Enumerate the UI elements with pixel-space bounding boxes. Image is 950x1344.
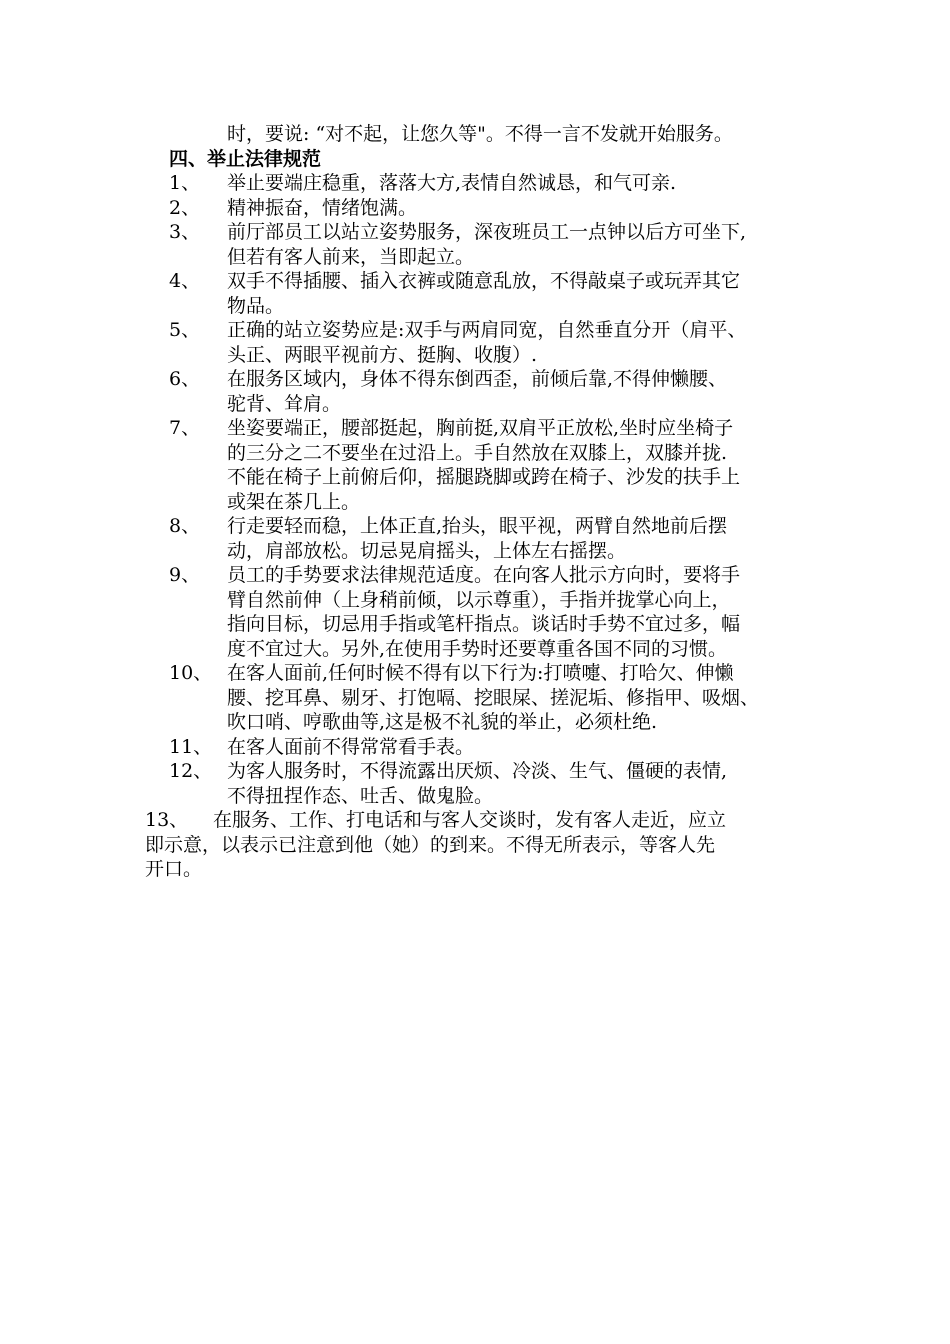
item-text-line: 腰、挖耳鼻、剔牙、打饱嗝、挖眼屎、搓泥垢、修指甲、吸烟、 xyxy=(227,686,760,709)
item-text-line: 驼背、耸肩。 xyxy=(227,392,342,415)
document-body xyxy=(145,122,845,882)
item-text-line: 不能在椅子上前俯后仰，摇腿跷脚或跨在椅子、沙发的扶手上 xyxy=(227,466,741,488)
item-text-line: 或架在茶几上。 xyxy=(227,490,361,513)
item-text-line: 为客人服务时，不得流露出厌烦、冷淡、生气、僵硬的表情, xyxy=(227,760,728,782)
item-text-line: 头正、两眼平视前方、挺胸、收腹）. xyxy=(227,343,538,366)
item-text-line: 但若有客人前来，当即起立。 xyxy=(227,245,475,268)
item-text-line: 吹口哨、哼歌曲等,这是极不礼貌的举止，必须杜绝. xyxy=(227,711,658,733)
list-item xyxy=(145,269,845,318)
item-number: 10、 xyxy=(169,662,213,684)
item-text-line: 指向目标，切忌用手指或笔杆指点。谈话时手势不宜过多，幅 xyxy=(227,613,741,635)
item-number: 1、 xyxy=(169,172,201,194)
item-text-line: 的三分之二不要坐在过沿上。手自然放在双膝上，双膝并拢. xyxy=(227,441,728,464)
item-text-line: 即示意，以表示已注意到他（她）的到来。不得无所表示，等客人先 xyxy=(145,833,716,856)
item-text-line: 度不宜过大。另外,在使用手势时还要尊重各国不同的习惯。 xyxy=(227,637,728,660)
item-text-line: 物品。 xyxy=(227,294,285,317)
item-text-line: 开口。 xyxy=(145,858,203,880)
item-number: 11、 xyxy=(169,735,213,758)
item-number: 9、 xyxy=(169,564,201,586)
item-number: 6、 xyxy=(169,368,201,390)
list-item xyxy=(145,661,845,735)
item-text-line: 臂自然前伸（上身稍前倾，以示尊重），手指并拢掌心向上， xyxy=(227,588,731,611)
list-item-final xyxy=(145,808,845,882)
item-text-line: 动，肩部放松。切忌晃肩摇头，上体左右摇摆。 xyxy=(227,539,627,562)
item-text-line: 正确的站立姿势应是:双手与两肩同宽，自然垂直分开（肩平、 xyxy=(227,319,747,341)
list-item xyxy=(145,563,845,661)
item-number: 4、 xyxy=(169,270,201,292)
item-number: 12、 xyxy=(169,760,213,782)
list-item xyxy=(145,171,845,196)
item-text-line: 坐姿要端正，腰部挺起，胸前挺,双肩平正放松,坐时应坐椅子 xyxy=(227,417,734,439)
list-item xyxy=(145,759,845,808)
continuation-line: 时，要说: “对不起，让您久等"。不得一言不发就开始服务。 xyxy=(227,123,733,145)
item-number: 13、 xyxy=(145,809,189,831)
item-number: 2、 xyxy=(169,196,201,219)
list-item xyxy=(145,367,845,416)
section-heading: 四、举止法律规范 xyxy=(169,147,322,170)
item-text-line: 不得扭捏作态、吐舌、做鬼脸。 xyxy=(227,784,494,807)
list-item xyxy=(145,514,845,563)
item-text-line: 精神振奋，情绪饱满。 xyxy=(227,196,418,219)
list-item xyxy=(145,416,845,514)
item-number: 5、 xyxy=(169,319,201,341)
list-item xyxy=(145,220,845,269)
list-item xyxy=(145,196,845,221)
item-number: 3、 xyxy=(169,221,201,243)
list-item xyxy=(145,318,845,367)
item-number: 8、 xyxy=(169,515,201,537)
item-text-line: 举止要端庄稳重，落落大方,表情自然诚恳，和气可亲. xyxy=(227,172,677,194)
item-text-line: 行走要轻而稳，上体正直,抬头，眼平视，两臂自然地前后摆 xyxy=(227,515,728,537)
item-text-line: 员工的手势要求法律规范适度。在向客人批示方向时，要将手 xyxy=(227,564,741,586)
item-text-line: 前厅部员工以站立姿势服务，深夜班员工一点钟以后方可坐下, xyxy=(227,221,747,243)
item-number: 7、 xyxy=(169,417,201,439)
item-text-line: 在客人面前不得常常看手表。 xyxy=(227,735,475,758)
item-text-line: 双手不得插腰、插入衣裤或随意乱放，不得敲桌子或玩弄其它 xyxy=(227,270,741,292)
item-text-line: 在客人面前,任何时候不得有以下行为:打喷嚏、打哈欠、伸懒 xyxy=(227,662,734,684)
item-text-line: 在服务、工作、打电话和与客人交谈时，发有客人走近，应立 xyxy=(213,809,727,831)
list-item xyxy=(145,735,845,760)
item-text-line: 在服务区域内，身体不得东倒西歪，前倾后靠,不得伸懒腰、 xyxy=(227,368,728,390)
